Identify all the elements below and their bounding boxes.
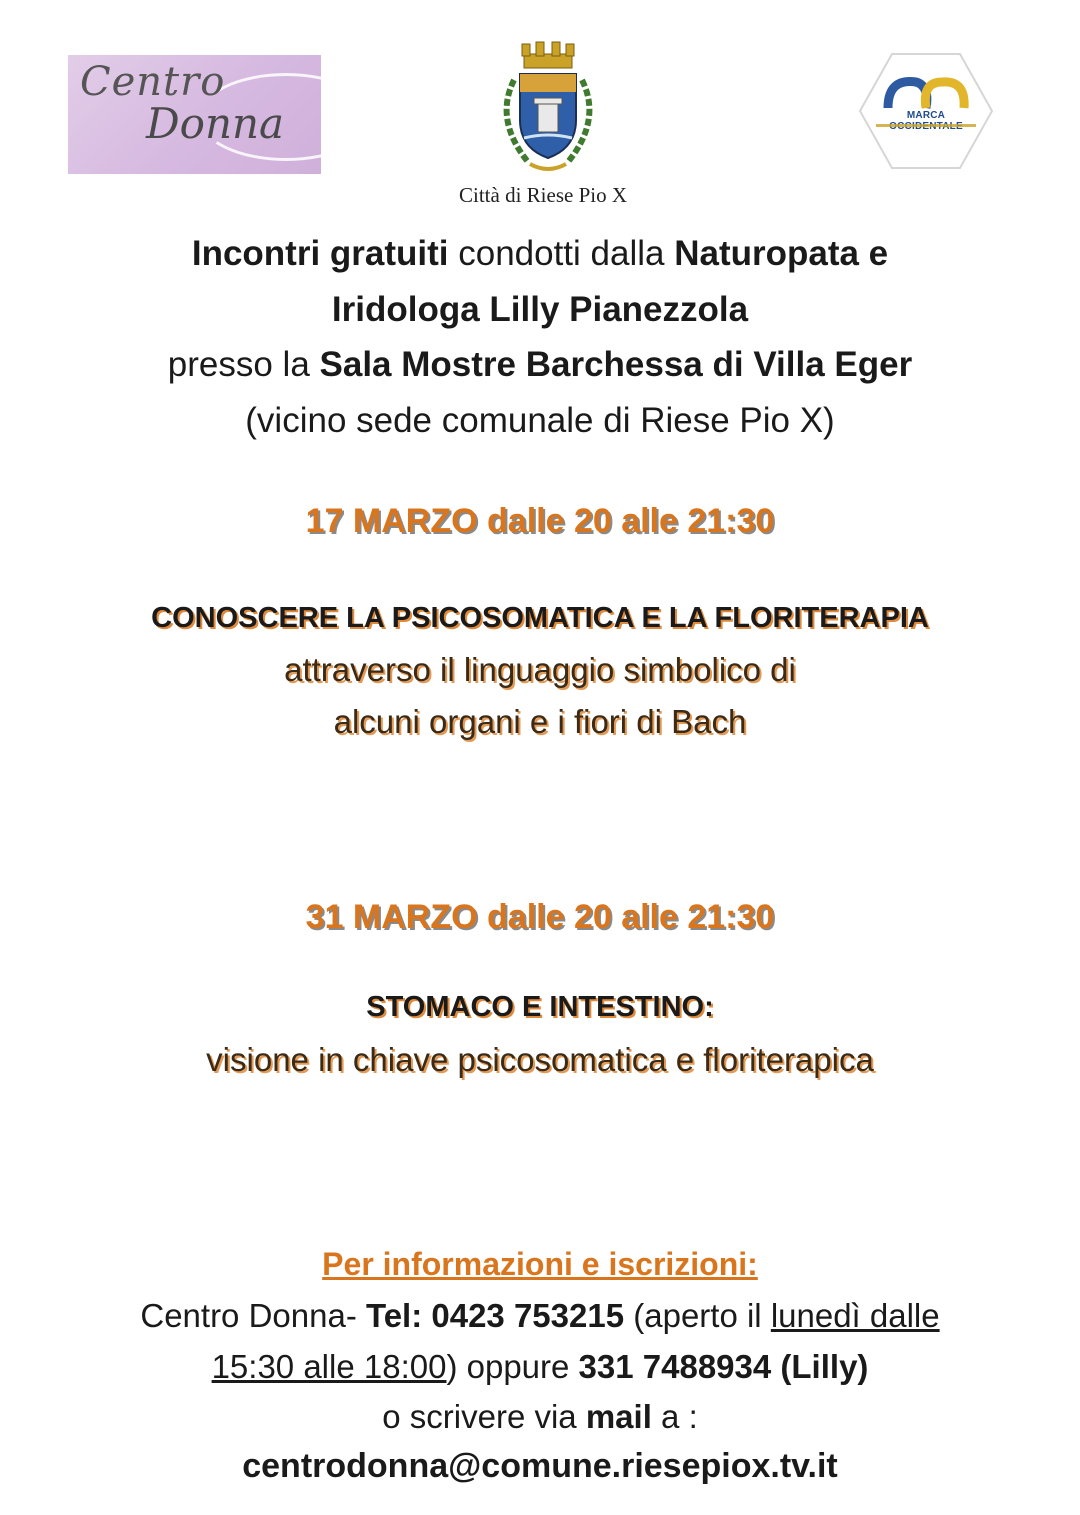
- contact-or: ) oppure: [446, 1348, 579, 1385]
- contact-open-label: (aperto il: [624, 1297, 771, 1334]
- marca-occidentale-logo: [858, 52, 994, 170]
- contact-phone[interactable]: Tel: 0423 753215: [365, 1297, 625, 1334]
- intro-naturopath: Naturopata e: [674, 234, 889, 273]
- logo-word-centro: Centro: [80, 59, 226, 105]
- info-heading: Per informazioni e iscrizioni:: [322, 1246, 758, 1282]
- event-2-date: 31 MARZO dalle 20 alle 21:30: [305, 898, 775, 936]
- intro-at: presso la: [167, 345, 320, 384]
- contact-mail-word: mail: [585, 1398, 652, 1435]
- event-1-title: CONOSCERE LA PSICOSOMATICA E LA FLORITERAPIA: [151, 602, 929, 634]
- event-1-subtitle-2: alcuni organi e i fiori di Bach: [333, 703, 747, 740]
- contact-line-1: [0, 1297, 1080, 1335]
- contact-email[interactable]: centrodonna@comune.riesepiox.tv.it: [242, 1447, 838, 1485]
- event-2-subtitle-1: visione in chiave psicosomatica e floriterapica: [206, 1041, 874, 1078]
- intro-venue: Sala Mostre Barchessa di Villa Eger: [319, 345, 913, 384]
- centro-donna-logo: [68, 55, 321, 174]
- intro-free-meetings: Incontri gratuiti: [191, 234, 449, 273]
- intro-line-4: (vicino sede comunale di Riese Pio X): [245, 401, 835, 440]
- city-crest-icon: [488, 40, 608, 180]
- contact-line-2: [0, 1348, 1080, 1386]
- contact-hours-time: 15:30 alle 18:00: [211, 1348, 447, 1385]
- contact-write-via: o scrivere via: [382, 1398, 586, 1435]
- contact-hours-day: lunedì dalle: [770, 1297, 940, 1334]
- intro-led-by: condotti dalla: [448, 234, 675, 273]
- event-1-date: 17 MARZO dalle 20 alle 21:30: [305, 502, 775, 540]
- city-caption: Città di Riese Pio X: [459, 183, 627, 207]
- marca-logo-label: MARCA: [906, 110, 946, 121]
- contact-mobile[interactable]: 331 7488934 (Lilly): [578, 1348, 869, 1385]
- event-1-subtitle-1: attraverso il linguaggio simbolico di: [284, 651, 796, 688]
- logo-word-donna: Donna: [146, 99, 285, 148]
- intro-line-3: [0, 345, 1080, 385]
- contact-line-3: [0, 1398, 1080, 1436]
- intro-line-1: [0, 234, 1080, 274]
- marca-logo-underline: [876, 124, 976, 127]
- contact-centro-donna: Centro Donna-: [140, 1297, 366, 1334]
- contact-to: a :: [651, 1398, 698, 1435]
- intro-line-2: Iridologa Lilly Pianezzola: [331, 290, 749, 329]
- event-2-title: STOMACO E INTESTINO:: [366, 991, 714, 1023]
